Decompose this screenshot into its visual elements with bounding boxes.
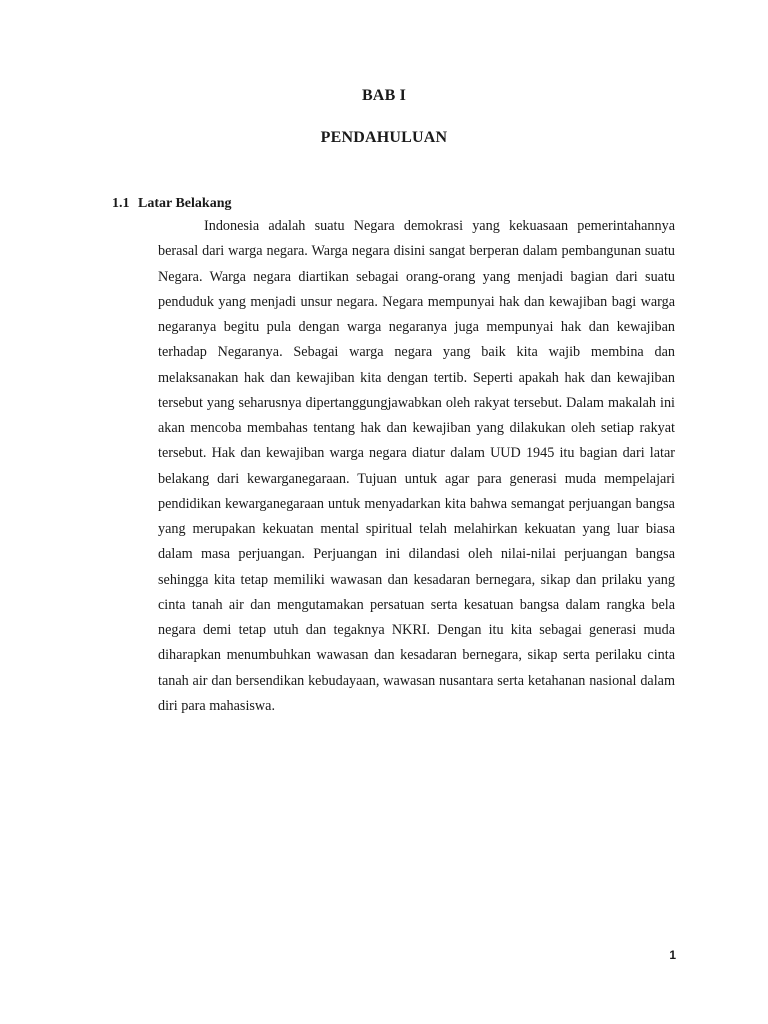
- section-heading: [112, 196, 231, 212]
- body-paragraph: Indonesia adalah suatu Negara demokrasi yang kekuasaan pemerintahannya berasal dari warga negara. Warga negara disini sangat berperan dalam pembangunan suatu Negara. Warga negara diartikan sebagai orang-orang yang menjadi bagian dari suatu penduduk yang menjadi unsur negara. Negara mempunyai hak dan kewajiban bagi warga negaranya begitu pula dengan warga negaranya juga mempunyai hak dan kewajiban terhadap Negaranya. Sebagai warga negara yang baik kita wajib membina dan melaksanakan hak dan kewajiban kita dengan tertib. Seperti apakah hak dan kewajiban tersebut yang seharusnya dipertanggungjawabkan oleh rakyat tersebut. Dalam makalah ini akan mencoba membahas tentang hak dan kewajiban yang dilakukan oleh setiap rakyat tersebut. Hak dan kewajiban warga negara diatur dalam UUD 1945 itu bagian dari latar belakang dari kewarganegaraan. Tujuan untuk agar para generasi muda mempelajari pendidikan kewarganegaraan untuk menyadarkan kita bahwa semangat perjuangan bangsa yang merupakan kekuatan mental spiritual telah melahirkan kekuatan yang luar biasa dalam masa perjuangan. Perjuangan ini dilandasi oleh nilai-nilai perjuangan bangsa sehingga kita tetap memiliki wawasan dan kesadaran bernegara, sikap dan prilaku yang cinta tanah air dan mengutamakan persatuan serta kesatuan bangsa dalam rangka bela negara demi tetap utuh dan tegaknya NKRI. Dengan itu kita sebagai generasi muda diharapkan menumbuhkan wawasan dan kesadaran bernegara, sikap serta perilaku cinta tanah air dan bersendikan kebudayaan, wawasan nusantara serta ketahanan nasional dalam diri para mahasiswa.: [158, 218, 675, 714]
- chapter-label: BAB I: [361, 87, 407, 104]
- section-number: 1.1: [112, 196, 130, 211]
- page-number: 1: [669, 948, 676, 962]
- section-title: Latar Belakang: [138, 196, 232, 211]
- chapter-title: PENDAHULUAN: [320, 129, 448, 146]
